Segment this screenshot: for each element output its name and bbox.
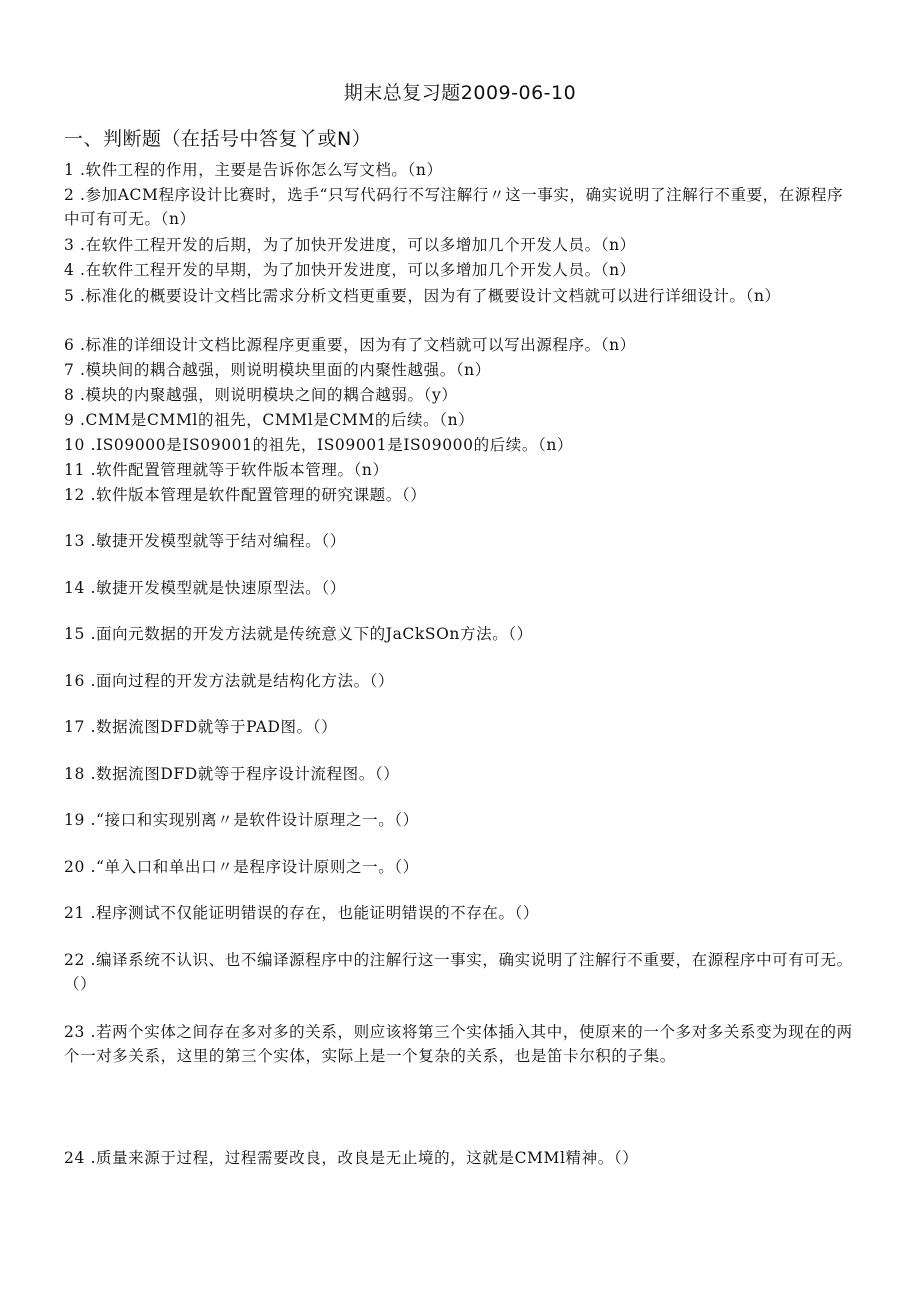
question-item: 18 .数据流图DFD就等于程序设计流程图。（） <box>64 765 400 783</box>
question-item: 16 .面向过程的开发方法就是结构化方法。（） <box>64 672 395 690</box>
question-item: 12 .软件版本管理是软件配置管理的研究课题。（） <box>64 486 427 504</box>
question-item: 13 .敏捷开发模型就等于结对编程。（） <box>64 532 346 550</box>
question-item: 9 .CMM是CMMl的祖先，CMMl是CMM的后续。（n） <box>64 411 475 429</box>
question-item: 17 .数据流图DFD就等于PAD图。（） <box>64 718 338 736</box>
question-item: 7 .模块间的耦合越强，则说明模块里面的内聚性越强。（n） <box>64 361 491 379</box>
question-item: 11 .软件配置管理就等于软件版本管理。（n） <box>64 461 389 479</box>
section-heading: 一、判断题（在括号中答复丫或N） <box>64 128 372 150</box>
question-item: 1 .软件工程的作用，主要是告诉你怎么写文档。（n） <box>64 161 443 179</box>
question-item: 15 .面向元数据的开发方法就是传统意义下的JaCkSOn方法。（） <box>64 625 533 643</box>
question-item: 22 .编译系统不认识、也不编译源程序中的注解行这一事实，确实说明了注解行不重要，在源程序中可有可无。（） <box>64 951 853 993</box>
question-item: 2 .参加ACM程序设计比赛时，选手“只写代码行不写注解行〃这一事实，确实说明了注解行不重要，在源程序中可有可无。（n） <box>64 186 844 228</box>
question-item: 4 .在软件工程开发的早期，为了加快开发进度，可以多增加几个开发人员。（n） <box>64 261 636 279</box>
question-item: 14 .敏捷开发模型就是快速原型法。（） <box>64 579 346 597</box>
question-item: 8 .模块的内聚越强，则说明模块之间的耦合越弱。（y） <box>64 386 458 404</box>
question-item: 10 .IS09000是IS09001的祖先，IS09001是IS09000的后续。（n） <box>64 436 574 454</box>
question-item: 20 .“单入口和单出口〃是程序设计原则之一。（） <box>64 858 419 876</box>
page-title: 期末总复习题2009-06-10 <box>343 82 577 104</box>
question-item: 3 .在软件工程开发的后期，为了加快开发进度，可以多增加几个开发人员。（n） <box>64 236 636 254</box>
question-item: 19 .“接口和实现别离〃是软件设计原理之一。（） <box>64 811 419 829</box>
question-item: 5 .标准化的概要设计文档比需求分析文档更重要，因为有了概要设计文档就可以进行详细设计。（n） <box>64 287 781 305</box>
question-item: 21 .程序测试不仅能证明错误的存在，也能证明错误的不存在。（） <box>64 904 540 922</box>
question-item: 6 .标准的详细设计文档比源程序更重要，因为有了文档就可以写出源程序。（n） <box>64 336 636 354</box>
question-item: 24 .质量来源于过程，过程需要改良，改良是无止境的，这就是CMMl精神。（） <box>64 1149 639 1167</box>
question-item: 23 .若两个实体之间存在多对多的关系，则应该将第三个实体插入其中，使原来的一个多对多关系变为现在的两个一对多关系，这里的第三个实体，实际上是一个复杂的关系，也是笛卡尔积的子集。 <box>64 1023 853 1065</box>
